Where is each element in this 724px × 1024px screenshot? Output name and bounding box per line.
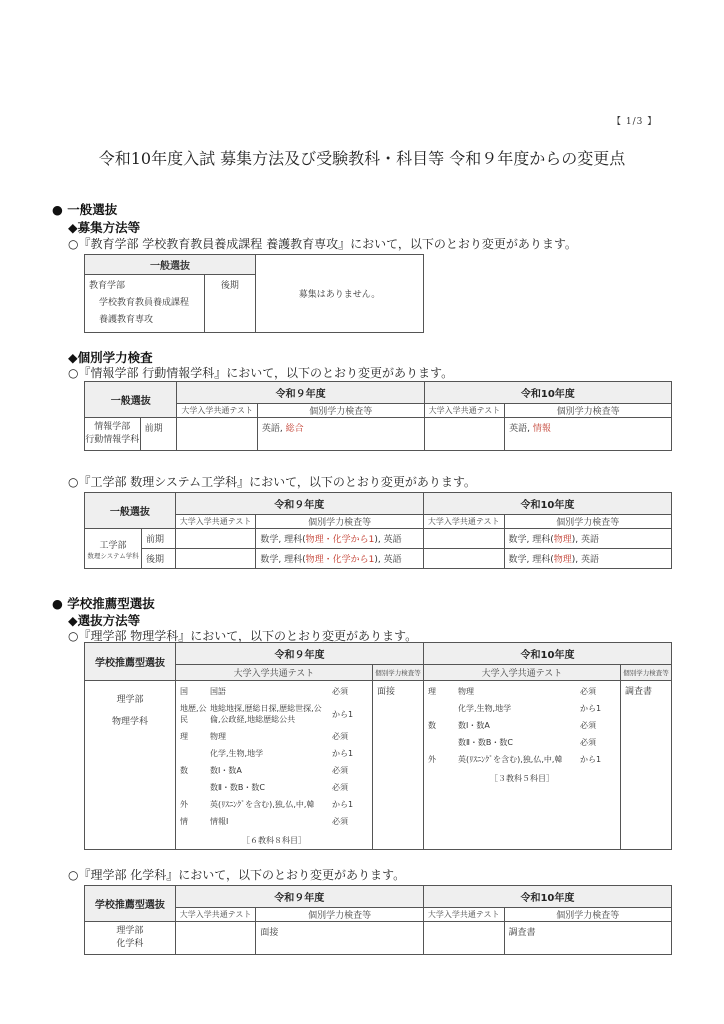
col-indiv-old: 個別学力検査等 [256, 515, 423, 529]
subject-name: 数Ⅱ・数B・数C [210, 783, 266, 792]
subject-name: 地総地探,歴総日探,歴総世探,公倫,公政経,地総歴総公共 [210, 704, 322, 724]
faculty-cell [85, 529, 142, 569]
subject-category: 数 [180, 766, 188, 775]
new-indiv-cell [504, 549, 671, 569]
subject-category: 地歴,公民 [180, 704, 207, 724]
col-indiv-old: 個別学力検査等 [257, 404, 424, 418]
old-common-cell [175, 529, 256, 549]
col-indiv-old: 個別学力検査等 [256, 908, 423, 922]
col-common-old: 大学入学共通テスト [175, 515, 256, 529]
subject-name: 英(ﾘｽﾆﾝｸﾞを含む),独,仏,中,韓 [458, 755, 563, 764]
table-engineering [84, 492, 672, 569]
year-old-header: 令和９年度 [177, 382, 424, 404]
subject-requirement: から1 [332, 749, 354, 758]
subject-category [428, 734, 458, 751]
old-subject-total: ［６教科８科目］ [242, 836, 306, 845]
faculty-cell [85, 275, 205, 333]
old-indiv-cell: 面接 [256, 922, 423, 955]
old-common-cell [177, 418, 257, 451]
subject-category: 外 [428, 755, 436, 764]
table-row [85, 549, 672, 569]
subject-name: 化学,生物,地学 [210, 749, 264, 758]
new-common-cell [423, 549, 504, 569]
subsection-heading-individual: ◆個別学力検査 [68, 350, 153, 365]
subject-row [176, 728, 372, 745]
subject-name: 物理 [458, 687, 474, 696]
changed-text: 物理・化学から1 [305, 535, 375, 545]
new-common-cell [423, 529, 504, 549]
col-common-new: 大学入学共通テスト [423, 908, 504, 922]
subject-name: 情報Ⅰ [210, 817, 229, 826]
table-informatics [84, 381, 672, 451]
subject-row [176, 700, 372, 728]
old-indiv-cell [256, 549, 423, 569]
dept-name: 化学科 [116, 939, 144, 949]
col-common-old: 大学入学共通テスト [177, 404, 257, 418]
subsection-heading-selection: ◆選抜方法等 [68, 613, 141, 628]
col-indiv-new: 個別学力検査等 [621, 665, 672, 681]
col-indiv-old: 個別学力検査等 [373, 665, 424, 681]
old-common-cell [175, 922, 256, 955]
recruitment-result: 募集はありません。 [256, 255, 424, 333]
table-education-recruitment [84, 254, 424, 333]
subject-name: 数Ⅰ・数A [210, 766, 242, 775]
row-header: 学校推薦型選抜 [85, 643, 176, 681]
subject-row [424, 683, 620, 700]
subject-category [428, 700, 458, 717]
old-indiv-cell: 面接 [373, 681, 424, 850]
new-indiv-cell [505, 418, 672, 451]
subject-name: 物理 [210, 732, 226, 741]
faculty-name: 理学部 [116, 926, 144, 936]
col-common-old: 大学入学共通テスト [175, 908, 256, 922]
table-row [85, 529, 672, 549]
subject-category: 理 [180, 732, 188, 741]
text: ), 英語 [374, 555, 402, 565]
new-common-cell [424, 418, 504, 451]
subject-row [424, 717, 620, 734]
faculty-name: 工学部 [99, 540, 127, 551]
changed-text: 総合 [285, 424, 304, 434]
col-common-new: 大学入学共通テスト [423, 515, 504, 529]
subject-name: 英(ﾘｽﾆﾝｸﾞを含む),独,仏,中,韓 [210, 800, 315, 809]
col-common-new: 大学入学共通テスト [424, 665, 621, 681]
faculty-cell [85, 681, 176, 850]
subject-requirement: から1 [580, 755, 602, 764]
subject-name: 数Ⅰ・数A [458, 721, 490, 730]
change-note-informatics: ○『情報学部 行動情報学科』において，以下のとおり変更があります。 [68, 366, 454, 380]
year-old-header: 令和９年度 [175, 493, 423, 515]
subject-requirement: 必須 [332, 687, 348, 696]
new-indiv-cell [504, 529, 671, 549]
text: 数学, 理科( [260, 555, 306, 565]
subject-row [176, 779, 372, 796]
table-row [85, 418, 672, 451]
subject-row [176, 762, 372, 779]
subject-requirement: 必須 [332, 766, 348, 775]
col-common-old: 大学入学共通テスト [176, 665, 373, 681]
course-name: 学校教育教員養成課程 [99, 298, 190, 308]
table-row [85, 922, 672, 955]
changed-text: 情報 [532, 424, 551, 434]
subject-row [424, 700, 620, 717]
subject-row [176, 813, 372, 830]
changed-text: 物理 [553, 555, 572, 565]
new-indiv-cell: 調査書 [621, 681, 672, 850]
subject-category [180, 745, 210, 762]
subject-category: 外 [180, 800, 188, 809]
row-header: 一般選抜 [85, 493, 176, 529]
new-subject-total: ［３教科５科目］ [490, 774, 554, 783]
section-heading-recommendation: ● 学校推薦型選抜 [52, 596, 155, 611]
major-name: 養護教育専攻 [99, 315, 154, 325]
subject-row [424, 751, 620, 768]
new-indiv-cell: 調査書 [504, 922, 671, 955]
subject-requirement: 必須 [332, 732, 348, 741]
section-heading-general: ● 一般選抜 [52, 202, 118, 217]
year-new-header: 令和10年度 [424, 643, 672, 665]
col-common-new: 大学入学共通テスト [424, 404, 504, 418]
term-cell: 前期 [140, 418, 177, 451]
subject-requirement: 必須 [332, 783, 348, 792]
subject-requirement: から1 [332, 709, 354, 719]
table-chemistry [84, 885, 672, 955]
page-indicator: 【 1/3 】 [612, 117, 658, 127]
text: 数学, 理科( [508, 555, 554, 565]
subject-row [424, 734, 620, 751]
subject-requirement: 必須 [332, 817, 348, 826]
new-common-cell [424, 681, 621, 850]
old-common-cell [175, 549, 256, 569]
subject-category: 国 [180, 687, 188, 696]
year-new-header: 令和10年度 [423, 886, 671, 908]
dept-name: 物理学科 [111, 717, 148, 727]
change-note-physics: ○『理学部 物理学科』において，以下のとおり変更があります。 [68, 629, 418, 643]
year-old-header: 令和９年度 [175, 886, 423, 908]
page-title: 令和10年度入試 募集方法及び受験教科・科目等 令和９年度からの変更点 [98, 149, 626, 168]
faculty-cell [85, 418, 141, 451]
term-cell: 後期 [142, 549, 176, 569]
subsection-heading-recruitment: ◆募集方法等 [68, 220, 141, 235]
dept-name: 行動情報学科 [85, 435, 140, 445]
changed-text: 物理 [553, 535, 572, 545]
subject-name: 国語 [210, 687, 226, 696]
subject-requirement: から1 [332, 800, 354, 809]
subject-requirement: 必須 [580, 721, 596, 730]
text: 数学, 理科( [260, 535, 306, 545]
subject-category: 情 [180, 817, 188, 826]
subject-requirement: 必須 [580, 738, 596, 747]
new-subject-list [424, 683, 620, 768]
row-header: 学校推薦型選抜 [85, 886, 176, 922]
change-note-engineering: ○『工学部 数理システム工学科』において，以下のとおり変更があります。 [68, 475, 476, 489]
text: ), 英語 [374, 535, 402, 545]
text: 英語, [261, 424, 286, 434]
old-subject-list [176, 683, 372, 830]
changed-text: 物理・化学から1 [305, 555, 375, 565]
text: ), 英語 [571, 535, 600, 545]
term-cell: 後期 [204, 275, 255, 333]
row-header: 一般選抜 [85, 382, 177, 418]
faculty-name: 情報学部 [94, 422, 131, 432]
year-new-header: 令和10年度 [423, 493, 671, 515]
subject-name: 化学,生物,地学 [458, 704, 512, 713]
old-common-cell [176, 681, 373, 850]
table-row [85, 681, 672, 850]
subject-name: 数Ⅱ・数B・数C [458, 738, 514, 747]
change-note-chemistry: ○『理学部 化学科』において，以下のとおり変更があります。 [68, 868, 406, 882]
subject-row [176, 796, 372, 813]
subject-requirement: から1 [580, 704, 602, 713]
old-indiv-cell [257, 418, 424, 451]
subject-category: 理 [428, 687, 436, 696]
faculty-cell [85, 922, 176, 955]
text: 数学, 理科( [508, 535, 554, 545]
table-header: 一般選抜 [85, 255, 256, 275]
dept-name: 数理システム学科 [87, 551, 139, 560]
subject-category [180, 779, 210, 796]
text: ), 英語 [571, 555, 600, 565]
subject-requirement: 必須 [580, 687, 596, 696]
faculty-name: 理学部 [116, 695, 144, 705]
old-indiv-cell [256, 529, 423, 549]
subject-category: 数 [428, 721, 436, 730]
year-new-header: 令和10年度 [424, 382, 671, 404]
new-common-cell [423, 922, 504, 955]
year-old-header: 令和９年度 [176, 643, 424, 665]
col-indiv-new: 個別学力検査等 [504, 515, 671, 529]
change-note-education: ○『教育学部 学校教育教員養成課程 養護教育専攻』において，以下のとおり変更があります。 [68, 237, 577, 251]
faculty-name: 教育学部 [89, 281, 126, 291]
term-cell: 前期 [142, 529, 176, 549]
subject-row [176, 745, 372, 762]
col-indiv-new: 個別学力検査等 [505, 404, 672, 418]
col-indiv-new: 個別学力検査等 [504, 908, 671, 922]
subject-row [176, 683, 372, 700]
text: 英語, [509, 424, 533, 434]
table-physics [84, 642, 672, 850]
